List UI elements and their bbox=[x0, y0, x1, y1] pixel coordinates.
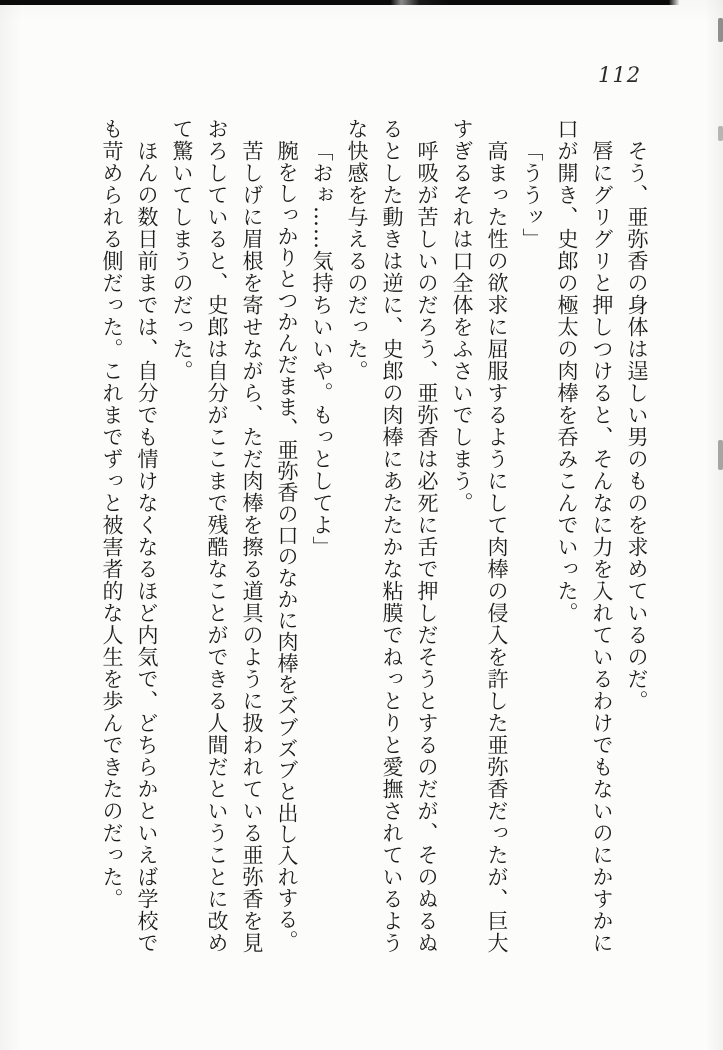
body-text bbox=[92, 118, 654, 956]
scan-top-edge-bar bbox=[0, 0, 723, 5]
text-line: て驚いてしまうのだった。 bbox=[170, 118, 194, 382]
text-line: 「ううッ」 bbox=[520, 140, 544, 250]
text-line: ほんの数日前までは、自分でも情けなくなるほど内気で、どちらかといえば学校で bbox=[135, 140, 159, 954]
text-line: 高まった性の欲求に屈服するようにして肉棒の侵入を許した亜弥香だったが、巨大 bbox=[485, 140, 509, 954]
text-line: 「おぉ……気持ちいいや。もっとしてよ」 bbox=[310, 140, 334, 558]
text-line: おろしていると、史郎は自分がここまで残酷なことができる人間だということに改め bbox=[205, 118, 229, 954]
text-line: 口が開き、史郎の極太の肉棒を呑みこんでいった。 bbox=[555, 118, 579, 624]
text-line: 呼吸が苦しいのだろう、亜弥香は必死に舌で押しだそうとするのだが、そのぬるぬ bbox=[415, 140, 439, 954]
text-line: も苛められる側だった。これまでずっと被害者的な人生を歩んできたのだった。 bbox=[100, 118, 124, 910]
scan-edge-artifact bbox=[718, 440, 723, 470]
text-line: るとした動きは逆に、史郎の肉棒にあたたかな粘膜でねっとりと愛撫されているよう bbox=[380, 118, 404, 954]
text-line: すぎるそれは口全体をふさいでしまう。 bbox=[450, 118, 474, 514]
text-line: そう、亜弥香の身体は逞しい男のものを求めているのだ。 bbox=[625, 140, 649, 712]
text-line: 唇にグリグリと押しつけると、そんなに力を入れているわけでもないのにかすかに bbox=[590, 140, 614, 954]
text-line: 苦しげに眉根を寄せながら、ただ肉棒を擦る道具のように扱われている亜弥香を見 bbox=[240, 140, 264, 954]
scan-edge-artifact bbox=[718, 126, 723, 141]
scan-edge-artifact bbox=[718, 18, 723, 42]
text-line: な快感を与えるのだった。 bbox=[345, 118, 369, 382]
page-number: 112 bbox=[598, 63, 642, 87]
text-line: 腕をしっかりとつかんだまま、亜弥香の口のなかに肉棒をズブズブと出し入れする。 bbox=[275, 140, 299, 952]
